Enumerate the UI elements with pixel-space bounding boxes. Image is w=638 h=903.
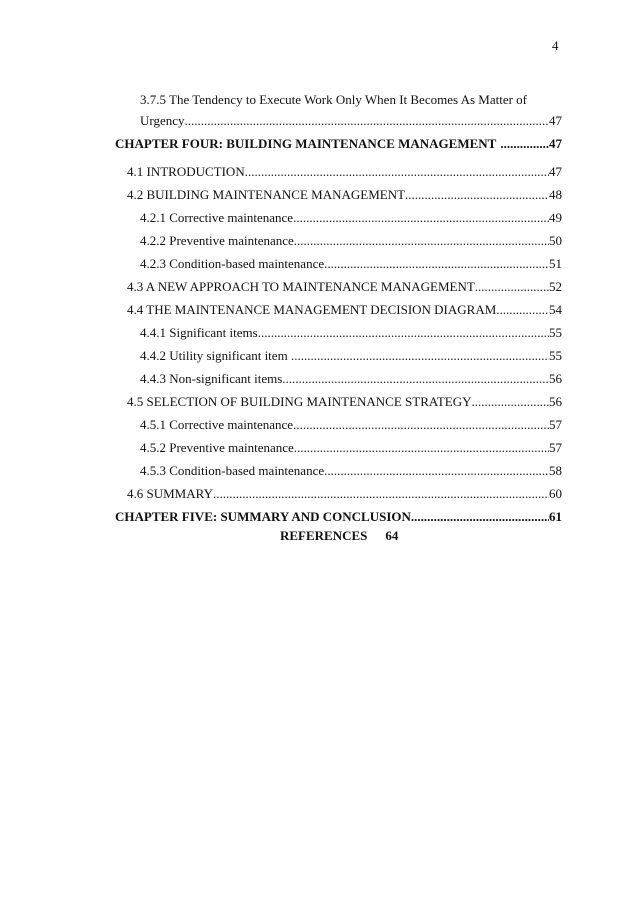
toc-entry-page: 61 — [549, 509, 562, 524]
toc-entry-4-2-1[interactable] — [140, 210, 562, 226]
toc-entry-4-4-3[interactable] — [140, 371, 562, 387]
toc-entry-page: 50 — [549, 233, 562, 248]
page-number: 4 — [552, 38, 559, 53]
toc-entry-text: 4.4.1 Significant items — [140, 325, 258, 340]
toc-entry-page: 54 — [549, 302, 562, 317]
toc-entry-4-2[interactable] — [127, 187, 562, 203]
toc-entry-page: 60 — [549, 486, 562, 501]
toc-entry-text: 4.4.2 Utility significant item — [140, 348, 291, 363]
references-page: 64 — [385, 528, 399, 543]
toc-entry-page: 57 — [549, 440, 562, 455]
toc-entry-4-4[interactable] — [127, 302, 562, 318]
dot-leader — [258, 325, 549, 341]
toc-entry-4-3[interactable] — [127, 279, 562, 295]
toc-entry-page: 57 — [549, 417, 562, 432]
toc-entry-text: 4.6 SUMMARY — [127, 486, 213, 501]
toc-entry-chapter-five[interactable] — [115, 509, 562, 525]
toc-entry-text: 4.5.3 Condition-based maintenance — [140, 463, 325, 478]
toc-entry-4-1[interactable] — [127, 164, 562, 180]
toc-entry-3-7-5-line1: 3.7.5 The Tendency to Execute Work Only When It Becomes As Matter of — [140, 92, 527, 107]
toc-entry-4-5-3[interactable] — [140, 463, 562, 479]
toc-entry-page: 52 — [549, 279, 562, 294]
toc-entry-text: Urgency — [140, 113, 185, 128]
dot-leader — [293, 417, 549, 433]
toc-entry-4-5-2[interactable] — [140, 440, 562, 456]
toc-entry-page: 58 — [549, 463, 562, 478]
dot-leader — [245, 164, 549, 180]
toc-entry-text: 4.1 INTRODUCTION — [127, 164, 245, 179]
toc-entry-page: 47 — [549, 136, 562, 151]
toc-entry-page: 48 — [549, 187, 562, 202]
dot-leader — [411, 509, 549, 525]
toc-entry-4-5[interactable] — [127, 394, 562, 410]
toc-entry-text: 4.3 A NEW APPROACH TO MAINTENANCE MANAGEMENT — [127, 279, 475, 294]
toc-entry-page: 47 — [549, 164, 562, 179]
toc-entry-page: 56 — [549, 394, 562, 409]
dot-leader — [282, 371, 549, 387]
dot-leader — [405, 187, 549, 203]
toc-entry-text: 4.4 THE MAINTENANCE MANAGEMENT DECISION DIAGRAM — [127, 302, 497, 317]
dot-leader — [475, 279, 549, 295]
toc-entry-4-4-1[interactable] — [140, 325, 562, 341]
toc-entry-page: 55 — [549, 348, 562, 363]
dot-leader — [291, 348, 549, 364]
toc-entry-text: CHAPTER FOUR: BUILDING MAINTENANCE MANAGEMENT — [115, 136, 497, 151]
dot-leader — [213, 486, 549, 502]
dot-leader — [294, 440, 549, 456]
toc-entry-text: 4.2 BUILDING MAINTENANCE MANAGEMENT — [127, 187, 406, 202]
toc-entry-text: 4.2.1 Corrective maintenance — [140, 210, 294, 225]
toc-entry-4-2-3[interactable] — [140, 256, 562, 272]
toc-entry-text: 4.2.3 Condition-based maintenance — [140, 256, 325, 271]
dot-leader — [324, 256, 549, 272]
toc-entry-4-4-2[interactable] — [140, 348, 562, 364]
toc-entry-text: 4.5.2 Preventive maintenance — [140, 440, 294, 455]
toc-entry-4-5-1[interactable] — [140, 417, 562, 433]
dot-leader — [471, 394, 549, 410]
references-entry[interactable] — [280, 528, 398, 544]
dot-leader — [185, 113, 549, 129]
dot-leader — [496, 136, 549, 152]
toc-entry-text: 4.4.3 Non-significant items — [140, 371, 283, 386]
dot-leader — [293, 210, 549, 226]
toc-entry-text: 4.5 SELECTION OF BUILDING MAINTENANCE STRATEGY — [127, 394, 472, 409]
toc-entry-page: 55 — [549, 325, 562, 340]
toc-entry-text: CHAPTER FIVE: SUMMARY AND CONCLUSION — [115, 509, 411, 524]
dot-leader — [496, 302, 549, 318]
toc-entry-text: 4.2.2 Preventive maintenance — [140, 233, 294, 248]
toc-entry-4-6[interactable] — [127, 486, 562, 502]
toc-entry-4-2-2[interactable] — [140, 233, 562, 249]
toc-entry-page: 47 — [549, 113, 562, 128]
toc-entry-text: 4.5.1 Corrective maintenance — [140, 417, 294, 432]
toc-entry-page: 56 — [549, 371, 562, 386]
toc-entry-page: 51 — [549, 256, 562, 271]
dot-leader — [324, 463, 549, 479]
dot-leader — [294, 233, 549, 249]
toc-entry-3-7-5-line2[interactable] — [140, 113, 562, 129]
toc-entry-chapter-four[interactable] — [115, 136, 562, 152]
toc-entry-page: 49 — [549, 210, 562, 225]
references-label: REFERENCES — [280, 528, 368, 543]
